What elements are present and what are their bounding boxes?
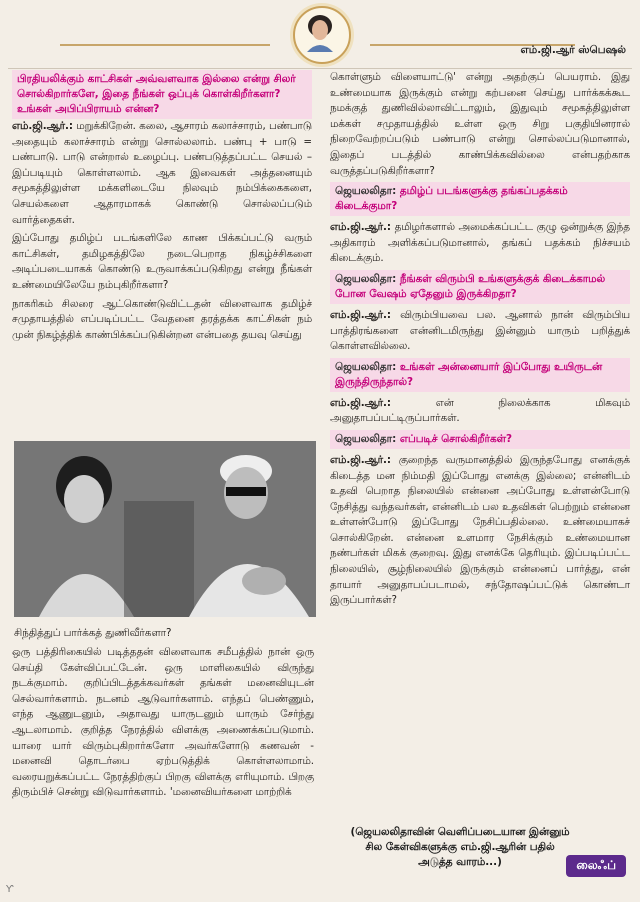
question-4 xyxy=(330,430,630,449)
right-para-1: கொள்ளும் விளையாட்டு' என்று அதற்குப் பெயராம். இது உண்மையாக இருக்கும் என்று கற்பனை செய்து பார்க்கக்கூட நமக்குத் துணிவில்லாவிட்டாலும், இதுவும் சமூகத்திலுள்ள மக்கள் சமுதாயத்தில் உள்ள ஒரு சிறு பகுதியினரால் நிறைவேற்றப்படும் பண்பாடு என்று சொல்லப்படுமானால், இதைப் படத்தில் காண்பிக்கவில்லை என்பதற்காக வருத்தப்படுகிறீர்களா? xyxy=(330,71,630,177)
interviewer-name: ஜெயலலிதா: xyxy=(335,185,397,198)
question-2-text: நீங்கள் விரும்பி உங்களுக்குக் கிடைக்காமல் போன வேஷம் ஏதேனும் இருக்கிறதா? xyxy=(335,272,606,300)
left-column xyxy=(12,70,312,346)
answer-2 xyxy=(330,308,630,355)
speaker-mgr: எம்.ஜி.ஆர்.: xyxy=(330,308,392,321)
question-1 xyxy=(330,182,630,216)
page-mark: Ƴ xyxy=(6,884,14,895)
continued-next-week-note: (ஜெயலலிதாவின் வெளிப்படையான இன்னும் சில கேள்விகளுக்கு எம்.ஜி.ஆரின் பதில் அடுத்த வாரம்...) xyxy=(350,826,570,868)
question-1-text: தமிழ்ப் படங்களுக்கு தங்கப்பதக்கம் கிடைக்குமா? xyxy=(335,185,568,213)
header-divider xyxy=(8,68,632,69)
intro-question: பிரதியலிக்கும் காட்சிகள் அவ்வளவாக இல்லை என்று சிலர் சொல்கிறார்களே, இதை நீங்கள் ஒப்புக் கொள்கிறீர்களா? உங்கள் அபிப்பிராயம் என்ன? xyxy=(12,70,312,119)
series-tag: எம்.ஜி.ஆர் ஸ்பெஷல் xyxy=(520,44,626,56)
speaker-mgr: எம்.ஜி.ஆர்.: xyxy=(12,120,74,132)
answer-3-text: என் நிலைக்காக மிகவும் அனுதாபப்பட்டிருப்பார்கள். xyxy=(330,396,630,425)
question-2 xyxy=(330,270,630,304)
left-para-4: ஒரு பத்திரிகையில் படித்ததன் விளைவாக சமீபத்தில் நான் ஒரு செய்தி கேள்விப்பட்டேன். ஒரு மாளிகையில் விருந்து நடக்குமாம். குறிப்பிடத்தக்கவர்கள் தங்கள் மனைவியுடன் செல்வார்களாம். நடனம் ஆடுவார்களாம். எந்தப் பெண்ணும், எந்த ஆணுடனும், அதாவது யாருடனும் யாரும் சேர்ந்து ஆடலாமாம். குறித்த நேரத்தில் விளக்கு அணைக்கப்படுமாம். யாரை யார் விரும்புகிறார்களோ அவர்களோடு கணவன் - மனைவி தொடர்பை ஏற்படுத்திக் கொள்ளலாமாம். வரையறுக்கப்பட்ட நேரத்திற்குப் பிறகு விளக்கு எரியுமாம். பிறகு திரும்பிச் சென்று விடுவார்களாம். 'மனைவியர்களை மாற்றிக் xyxy=(12,646,314,799)
question-3 xyxy=(330,358,630,392)
interviewer-name: ஜெயலலிதா: xyxy=(335,272,397,285)
portrait-icon xyxy=(303,12,337,52)
left-column-bottom xyxy=(12,645,314,804)
right-column xyxy=(330,70,630,612)
brand-badge: லைஃப் xyxy=(566,855,626,877)
photo-illustration xyxy=(14,441,316,617)
photo-caption: சிந்தித்துப் பார்க்கத் துணிவீர்களா? xyxy=(14,627,172,639)
answer-4 xyxy=(330,453,630,609)
photo-jayalalithaa-mgr xyxy=(14,441,316,617)
page-header xyxy=(0,0,640,64)
answer-1-text: தமிழர்களால் அமைக்கப்பட்ட குழு ஒன்றுக்கு இந்த அதிகாரம் அளிக்கப்படுமானால், தங்கப் பதக்கம் நிச்சயம் கிடைக்கும். xyxy=(330,221,630,265)
left-para-3: நாகரிகம் சிலரை ஆட்கொண்டுவிட்டதன் விளைவாக தமிழ்ச் சமுதாயத்தில் எப்படிப்பட்ட வேதனை தரத்தக்க காட்சிகள் நம் முன் நிகழ்த்திக் காண்பிக்கப்படுகின்றன என்பதை தயவு செய்து xyxy=(12,297,312,341)
interviewer-name: ஜெயலலிதா: xyxy=(335,360,397,373)
answer-1 xyxy=(330,220,630,267)
question-4-text: எப்படிச் சொல்கிறீர்கள்? xyxy=(399,432,512,445)
left-para-1 xyxy=(12,119,312,228)
left-para-2: இப்போது தமிழ்ப் படங்களிலே காண பிக்கப்பட்டு வரும் காட்சிகள், தமிழகத்திலே நடைபெறாத நிகழ்ச்சிகளை அடிப்படையாகக் கொண்டு உருவாக்கப்படுகிறது என்று நீங்கள் உண்மையிலேயே நம்புகிறீர்களா? xyxy=(12,232,312,291)
question-3-text: உங்கள் அன்னையார் இப்போது உயிருடன் இருந்திருந்தால்? xyxy=(335,360,603,388)
answer-2-text: விரும்பியவை பல. ஆனால் நான் விரும்பிய பாத்திரங்களை என்னிடமிருந்து இன்னும் யாரும் பறித்துக் கொள்ளவில்லை. xyxy=(330,308,630,353)
left-para-1-text: மறுக்கிறேன். கலை, ஆசாரம் கலாச்சாரம், பண்பாடு அதையும் கலாச்சாரம் என்று சொல்லலாம். பண்பு + பாடு = பண்பாடு. பாடு என்றால் உழைப்பு. பண்படுத்தப்பட்ட செயல் – இப்படியும் கொள்ளலாம். ஆக இவைகள் அத்தனையும் சமூகத்திலுள்ள மக்களிடையே நிலவும் நம்பிக்கைகளை, செயல்களை ஆதாரமாகக் கொண்டு சொல்லப்படும் வார்த்தைகள். xyxy=(12,120,312,226)
speaker-mgr: எம்.ஜி.ஆர்.: xyxy=(330,453,392,466)
speaker-mgr: எம்.ஜி.ஆர்.: xyxy=(330,396,392,409)
interviewer-name: ஜெயலலிதா: xyxy=(335,432,397,445)
header-ornament-left xyxy=(60,44,270,46)
speaker-mgr: எம்.ஜி.ஆர்.: xyxy=(330,221,392,234)
answer-3 xyxy=(330,396,630,427)
answer-4-text: குறைந்த வருமானத்தில் இருந்தபோது எனக்குக் கிடைத்த மன நிம்மதி இப்போது எனக்கு இல்லை; என்னிடம் உதவி பெறாத நிலையில் என்னை அப்போது உள்ளன்போடு நேசித்து வந்தவர்கள், என்னிடம் பல உதவிகள் பெற்றும் என்னை உள்ளன்போடு இப்போது நேசிப்பதில்லை. உண்மையாகச் சொல்கிறேன். என்னை உளமார நேசிக்கும் உண்மையான நண்பர்கள் மிகக் குறைவு. இது எனக்கே தெரியும். இப்படிப்பட்ட நிலையில், சூழ்நிலையில் இருக்கும் என்னைப் பார்த்து, என் தாயார் அனுதாபப்படாமல், சந்தோஷப்பட்டுக் கொண்டா இருப்பார்கள்? xyxy=(330,453,630,607)
